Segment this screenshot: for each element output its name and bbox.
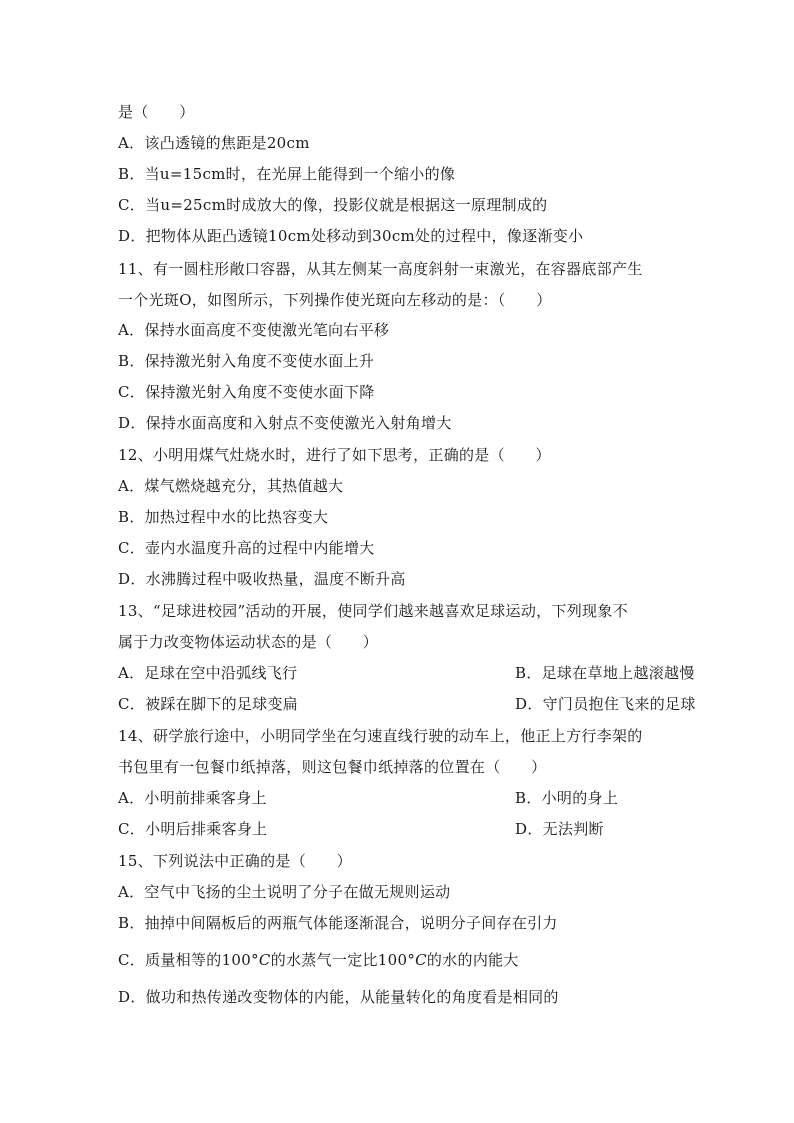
q13-options-row2 [118,694,696,714]
q14-option-b: B．小明的身上 [515,789,619,807]
q11-option-b: B．保持激光射入角度不变使水面上升 [118,352,375,370]
q13-options-row1 [118,663,695,683]
q15-option-c [118,950,519,970]
q10-option-a: A．该凸透镜的焦距是20cm [118,134,310,152]
q10-option-b: B．当u=15cm时，在光屏上能得到一个缩小的像 [118,165,456,183]
q15-option-c-unit2: C [415,951,427,969]
q11-stem-line2: 一个光斑O，如图所示，下列操作使光斑向左移动的是：（ ） [118,291,552,309]
q13-option-b: B．足球在草地上越滚越慢 [515,664,695,682]
q15-stem: 15、下列说法中正确的是（ ） [118,852,352,870]
q13-option-a: A．足球在空中沿弧线飞行 [118,664,298,682]
q14-options-row1 [118,788,619,808]
q12-stem: 12、小明用煤气灶烧水时，进行了如下思考，正确的是（ ） [118,446,551,464]
q14-stem-line2: 书包里有一包餐巾纸掉落，则这包餐巾纸掉落的位置在（ ） [118,758,547,776]
q14-stem-line1: 14、研学旅行途中，小明同学坐在匀速直线行驶的动车上，他正上方行李架的 [118,727,643,745]
q13-stem-line2: 属于力改变物体运动状态的是（ ） [118,633,379,651]
q15-option-c-part2: 的水蒸气一定比100° [270,951,416,969]
q15-option-c-unit1: C [258,951,271,969]
q12-option-d: D．水沸腾过程中吸收热量，温度不断升高 [118,570,406,588]
q15-option-c-part1: C．质量相等的100° [118,951,259,969]
q15-option-c-part3: 的水的内能大 [426,951,519,969]
q10-stem-tail: 是（ ） [118,103,195,121]
q13-stem-line1: 13、“足球进校园”活动的开展，使同学们越来越喜欢足球运动，下列现象不 [118,602,628,620]
q10-option-d: D．把物体从距凸透镜10cm处移动到30cm处的过程中，像逐渐变小 [118,227,584,245]
q15-option-b: B．抽掉中间隔板后的两瓶气体能逐渐混合，说明分子间存在引力 [118,914,558,932]
q11-option-c: C．保持激光射入角度不变使水面下降 [118,383,375,401]
q12-option-b: B．加热过程中水的比热容变大 [118,508,329,526]
q11-stem-line1: 11、有一圆柱形敞口容器，从其左侧某一高度斜射一束激光，在容器底部产生 [118,260,643,278]
q13-option-d: D．守门员抱住飞来的足球 [515,695,696,713]
q11-option-d: D．保持水面高度和入射点不变使激光入射角增大 [118,414,452,432]
q11-option-a: A．保持水面高度不变使激光笔向右平移 [118,321,390,339]
q10-option-c: C．当u=25cm时成放大的像，投影仪就是根据这一原理制成的 [118,196,548,214]
q14-options-row2 [118,819,604,839]
q14-option-c: C．小明后排乘客身上 [118,820,268,838]
q12-option-c: C．壶内水温度升高的过程中内能增大 [118,539,375,557]
q13-option-c: C．被踩在脚下的足球变扁 [118,695,299,713]
q15-option-a: A．空气中飞扬的尘土说明了分子在做无规则运动 [118,883,451,901]
q14-option-a: A．小明前排乘客身上 [118,789,267,807]
q15-option-d: D．做功和热传递改变物体的内能，从能量转化的角度看是相同的 [118,988,559,1006]
q14-option-d: D．无法判断 [515,820,604,838]
q12-option-a: A．煤气燃烧越充分，其热值越大 [118,477,344,495]
